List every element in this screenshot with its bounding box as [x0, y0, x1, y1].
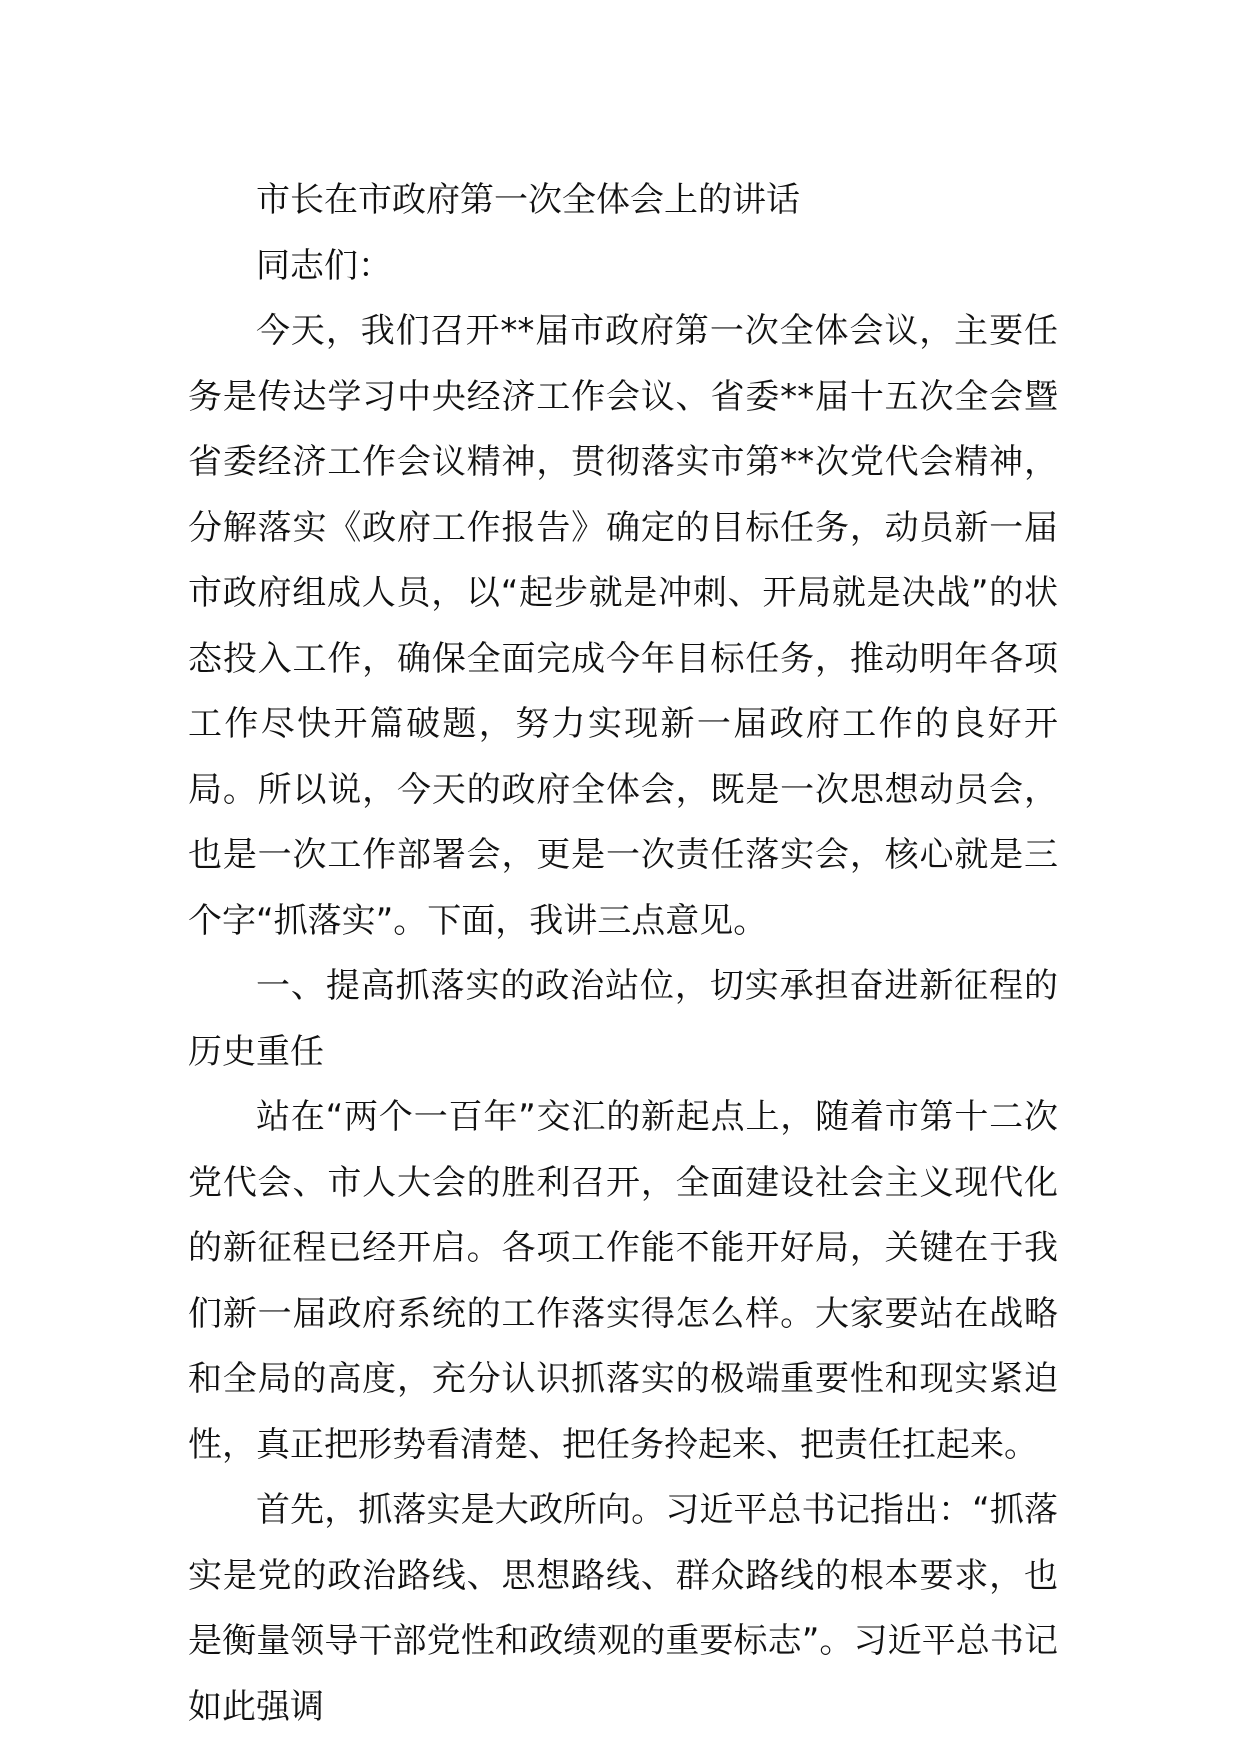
- section-heading-1: 一、提高抓落实的政治站位，切实承担奋进新征程的历史重任: [188, 966, 1058, 1072]
- paragraph-context: 站在“两个一百年”交汇的新起点上，随着市第十二次党代会、市人大会的胜利召开，全面建设社会主义现代化的新征程已经开启。各项工作能不能开好局，关键在于我们新一届政府系统的工作落实得怎么样。大家要站在战略和全局的高度，充分认识抓落实的极端重要性和现实紧迫性，真正把形势看清楚、把任务拎起来、把责任扛起来。: [188, 1097, 1058, 1465]
- salutation: 同志们：: [256, 245, 392, 286]
- document-body: [188, 168, 1058, 1740]
- paragraph-first-point: 首先，抓落实是大政所向。习近平总书记指出：“抓落实是党的政治路线、思想路线、群众路线的根本要求，也是衡量领导干部党性和政绩观的重要标志”。习近平总书记如此强调: [188, 1490, 1058, 1727]
- paragraph-intro: 今天，我们召开**届市政府第一次全体会议，主要任务是传达学习中央经济工作会议、省委**届十五次全会暨省委经济工作会议精神，贯彻落实市第**次党代会精神，分解落实《政府工作报告》确定的目标任务，动员新一届市政府组成人员，以“起步就是冲刺、开局就是决战”的状态投入工作，确保全面完成今年目标任务，推动明年各项工作尽快开篇破题，努力实现新一届政府工作的良好开局。所以说，今天的政府全体会，既是一次思想动员会，也是一次工作部署会，更是一次责任落实会，核心就是三个字“抓落实”。下面，我讲三点意见。: [188, 311, 1058, 941]
- document-title: 市长在市政府第一次全体会上的讲话: [256, 180, 800, 220]
